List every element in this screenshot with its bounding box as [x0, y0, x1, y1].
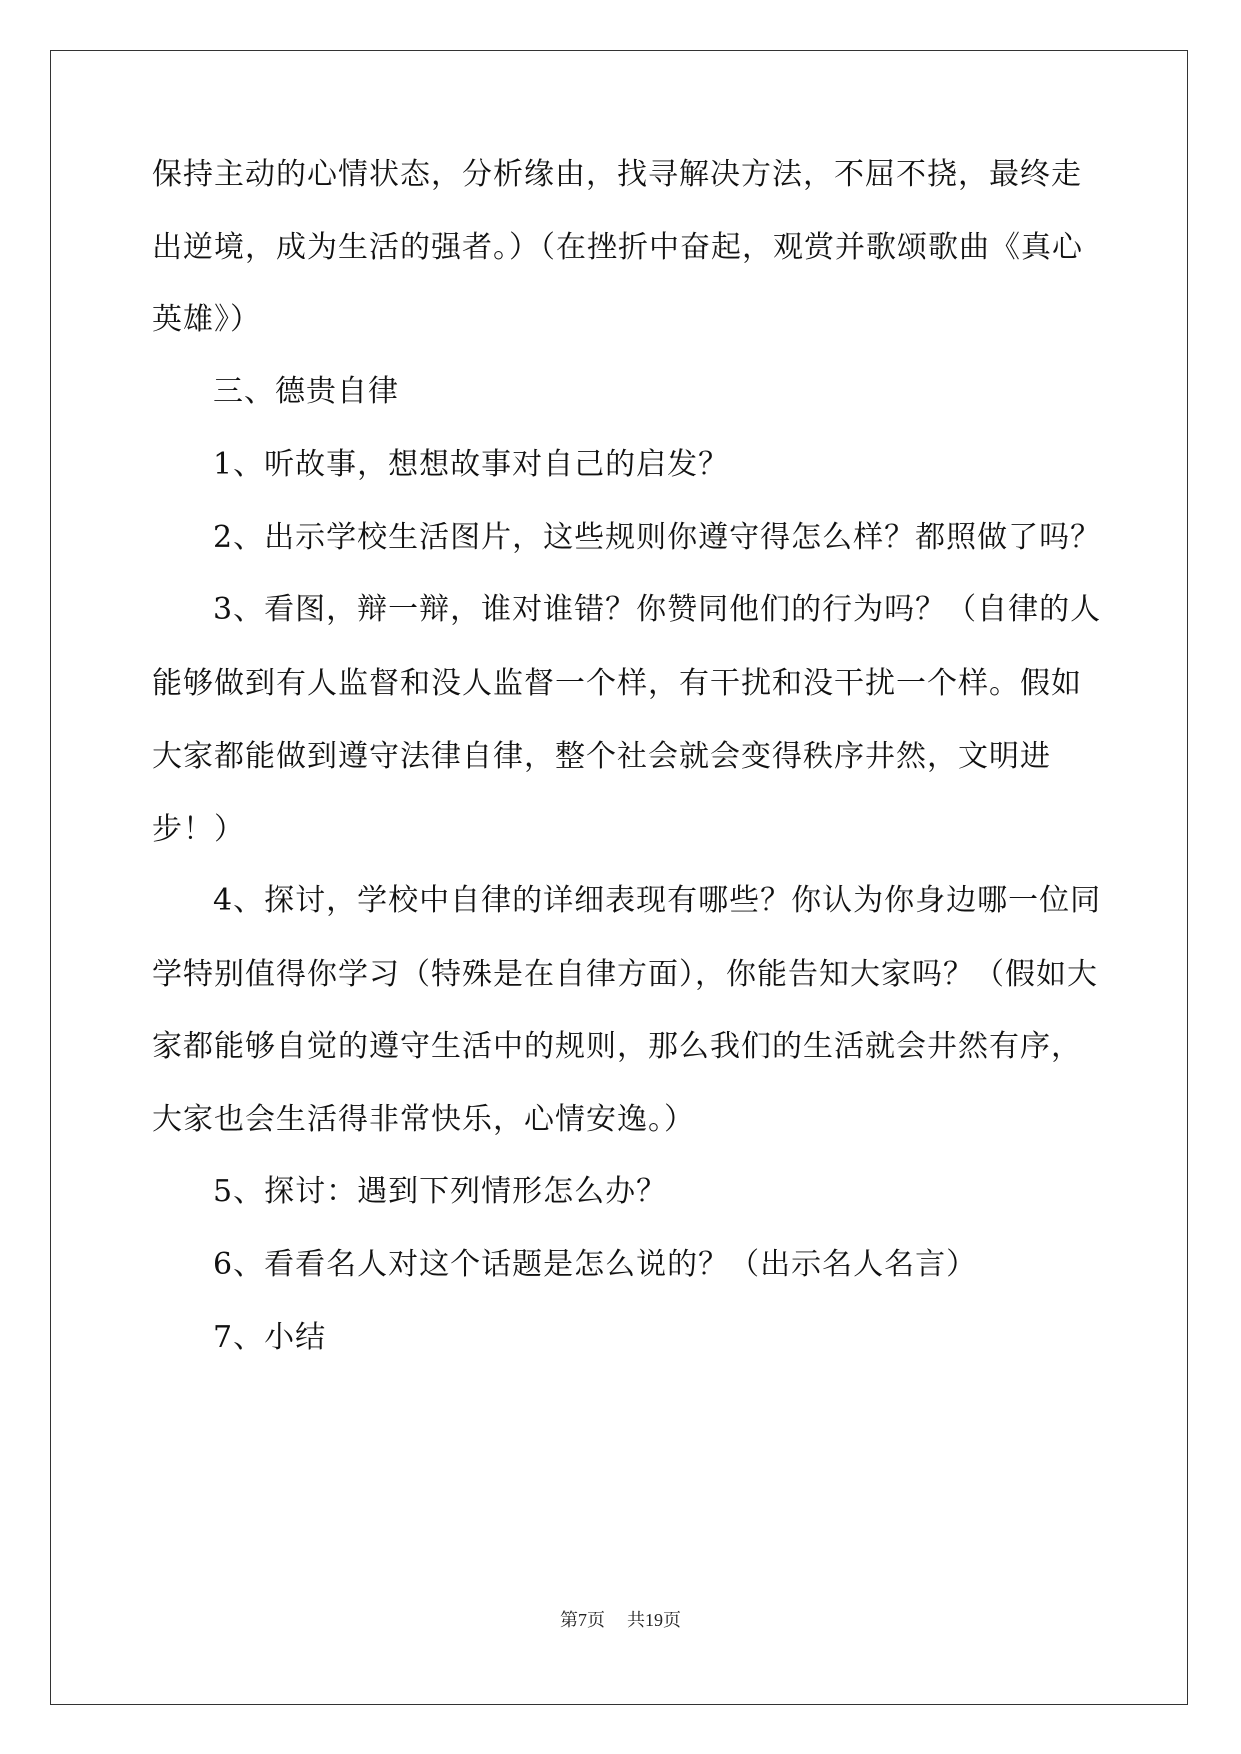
paragraph-line: 能够做到有人监督和没人监督一个样，有干扰和没干扰一个样。假如 [152, 666, 1082, 701]
paragraph-line: 英雄》） [152, 302, 261, 337]
list-item: 1、听故事，想想故事对自己的启发？ [213, 447, 730, 482]
paragraph-line: 家都能够自觉的遵守生活中的规则，那么我们的生活就会井然有序， [152, 1029, 1082, 1064]
paragraph-line: 出逆境，成为生活的强者。）（在挫折中奋起，观赏并歌颂歌曲《真心 [152, 230, 1083, 265]
list-item: 4、探讨，学校中自律的详细表现有哪些？你认为你身边哪一位同 [213, 883, 1102, 918]
page-number-total: 共19页 [627, 1610, 681, 1630]
list-item: 5、探讨：遇到下列情形怎么办？ [213, 1174, 668, 1209]
page-footer [0, 1608, 1241, 1632]
list-item: 6、看看名人对这个话题是怎么说的？（出示名人名言） [213, 1247, 978, 1282]
list-item: 2、出示学校生活图片，这些规则你遵守得怎么样？都照做了吗？ [213, 520, 1102, 555]
page-border [50, 50, 1188, 1705]
list-item: 7、小结 [213, 1320, 327, 1355]
section-heading: 三、德贵自律 [213, 374, 399, 409]
page-number-current: 第7页 [560, 1610, 605, 1630]
list-item: 3、看图，辩一辩，谁对谁错？你赞同他们的行为吗？（自律的人 [213, 592, 1102, 627]
paragraph-line: 大家也会生活得非常快乐，心情安逸。） [152, 1102, 695, 1137]
paragraph-line: 大家都能做到遵守法律自律，整个社会就会变得秩序井然，文明进 [152, 739, 1051, 774]
paragraph-line: 保持主动的心情状态，分析缘由，找寻解决方法，不屈不挠，最终走 [152, 157, 1082, 192]
paragraph-line: 步！） [152, 812, 245, 847]
paragraph-line: 学特别值得你学习（特殊是在自律方面），你能告知大家吗？（假如大 [152, 957, 1098, 992]
